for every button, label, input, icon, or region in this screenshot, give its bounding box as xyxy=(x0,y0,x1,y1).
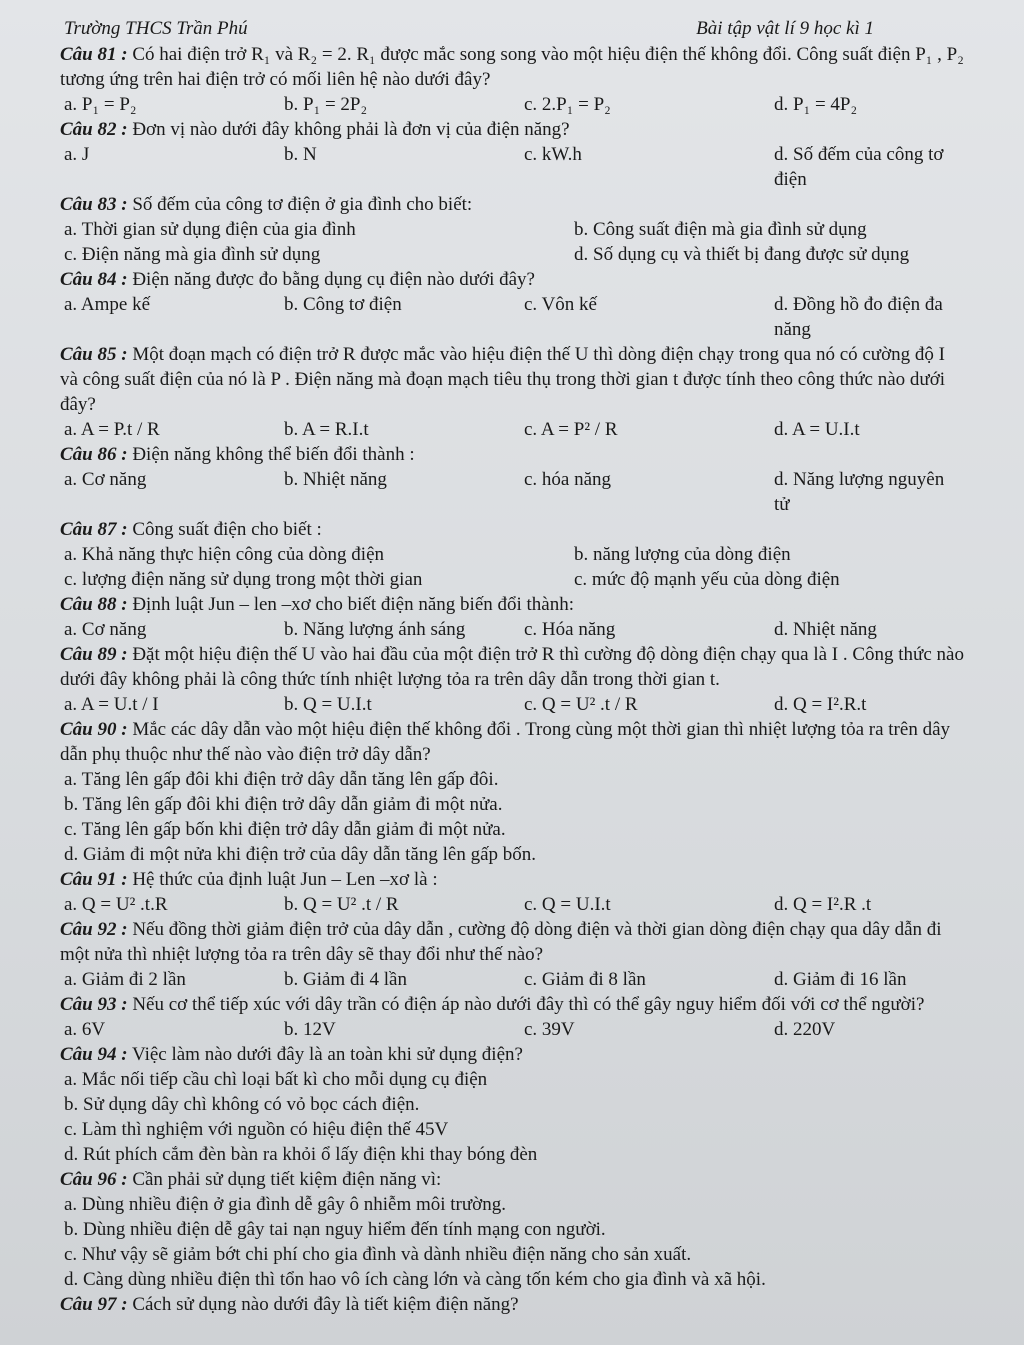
answer-option: a. Dùng nhiều điện ở gia đình dễ gây ô nhiễm môi trường. xyxy=(64,1194,506,1215)
answer-option: a. Mắc nối tiếp cầu chì loại bất kì cho mỗi dụng cụ điện xyxy=(64,1069,488,1090)
answer-option: d. Rút phích cắm đèn bàn ra khỏi ổ lấy điện khi thay bóng đèn xyxy=(64,1144,538,1165)
answer-option: c. Vôn kế xyxy=(524,294,597,315)
answer-option: d. Giảm đi 16 lần xyxy=(774,969,907,990)
answer-option: b. Công suất điện mà gia đình sử dụng xyxy=(574,219,867,240)
answer-option: b. Dùng nhiều điện dễ gây tai nạn nguy hiểm đến tính mạng con người. xyxy=(64,1219,606,1240)
answer-options xyxy=(60,542,964,592)
answer-option: d. P₁ = 4P₂ xyxy=(774,94,858,115)
answer-option: d. A = U.I.t xyxy=(774,419,860,440)
answer-option: a. Cơ năng xyxy=(64,619,147,640)
question-stem xyxy=(60,1042,964,1067)
question-number: Câu 90 : xyxy=(60,719,128,740)
question-number: Câu 91 : xyxy=(60,869,128,890)
question-block xyxy=(60,642,964,717)
question-text: Có hai điện trở R₁ và R₂ = 2. R₁ được mắc song song vào một hiệu điện thế không đổi. Công suất điện P₁ , P₂ tương ứng trên hai điện trở có mối liên hệ nào dưới đây? xyxy=(60,44,964,90)
question-number: Câu 82 : xyxy=(60,119,128,140)
question-block xyxy=(60,717,964,867)
question-text: Mắc các dây dẫn vào một hiệu điện thế không đổi . Trong cùng một thời gian thì nhiệt lượng tỏa ra trên dây dẫn phụ thuộc như thế nào vào điện trở dây dẫn? xyxy=(60,719,951,765)
answer-option: c. mức độ mạnh yếu của dòng điện xyxy=(574,569,840,590)
answer-option: a. P₁ = P₂ xyxy=(64,94,137,115)
answer-option: b. Tăng lên gấp đôi khi điện trở dây dẫn giảm đi một nửa. xyxy=(64,794,503,815)
question-block xyxy=(60,592,964,642)
question-text: Việc làm nào dưới đây là an toàn khi sử dụng điện? xyxy=(132,1044,523,1065)
question-number: Câu 92 : xyxy=(60,919,128,940)
answer-option: a. Giảm đi 2 lần xyxy=(64,969,186,990)
answer-option: c. Làm thì nghiệm với nguồn có hiệu điện thế 45V xyxy=(64,1119,449,1140)
answer-option: a. Khả năng thực hiện công của dòng điện xyxy=(64,544,385,565)
question-block xyxy=(60,192,964,267)
question-text: Định luật Jun – len –xơ cho biết điện năng biến đổi thành: xyxy=(132,594,575,615)
answer-option: b. Năng lượng ánh sáng xyxy=(284,619,466,640)
question-stem xyxy=(60,867,964,892)
question-number: Câu 96 : xyxy=(60,1169,128,1190)
answer-options xyxy=(60,142,964,192)
answer-options xyxy=(60,92,964,117)
answer-option: d. Đồng hồ đo điện đa năng xyxy=(774,294,943,340)
answer-option: b. Nhiệt năng xyxy=(284,469,387,490)
question-number: Câu 93 : xyxy=(60,994,128,1015)
answer-option: b. A = R.I.t xyxy=(284,419,369,440)
question-text: Hệ thức của định luật Jun – Len –xơ là : xyxy=(132,869,438,890)
answer-option: c. Q = U.I.t xyxy=(524,894,611,915)
question-number: Câu 85 : xyxy=(60,344,128,365)
question-stem xyxy=(60,992,964,1017)
answer-options xyxy=(60,692,964,717)
question-stem xyxy=(60,442,964,467)
question-number: Câu 88 : xyxy=(60,594,128,615)
answer-options xyxy=(60,467,964,517)
question-number: Câu 84 : xyxy=(60,269,128,290)
question-stem xyxy=(60,592,964,617)
question-text: Một đoạn mạch có điện trở R được mắc vào hiệu điện thế U thì dòng điện chạy trong qua nó có cường độ I và công suất điện của nó là P . Điện năng mà đoạn mạch tiêu thụ trong thời gian t được tính theo công thức nào dưới đây? xyxy=(60,344,946,415)
question-text: Điện năng được đo bằng dụng cụ điện nào dưới đây? xyxy=(132,269,535,290)
question-number: Câu 87 : xyxy=(60,519,128,540)
answer-option: c. 2.P₁ = P₂ xyxy=(524,94,611,115)
answer-option: b. 12V xyxy=(284,1019,336,1040)
answer-option: a. Cơ năng xyxy=(64,469,147,490)
answer-option: d. Càng dùng nhiều điện thì tổn hao vô ích càng lớn và càng tốn kém cho gia đình và xã hội. xyxy=(64,1269,766,1290)
answer-option: a. J xyxy=(64,144,90,165)
answer-options xyxy=(60,892,964,917)
answer-options xyxy=(60,1067,964,1167)
question-text: Cách sử dụng nào dưới đây là tiết kiệm điện năng? xyxy=(132,1294,519,1315)
question-number: Câu 83 : xyxy=(60,194,128,215)
question-text: Số đếm của công tơ điện ở gia đình cho biết: xyxy=(132,194,473,215)
answer-option: a. Q = U² .t.R xyxy=(64,894,168,915)
answer-option: c. 39V xyxy=(524,1019,575,1040)
answer-option: b. Sử dụng dây chì không có vỏ bọc cách điện. xyxy=(64,1094,420,1115)
answer-option: c. Tăng lên gấp bốn khi điện trở dây dẫn giảm đi một nửa. xyxy=(64,819,506,840)
question-block xyxy=(60,917,964,992)
answer-option: d. Số dụng cụ và thiết bị đang được sử dụng xyxy=(574,244,910,265)
question-stem xyxy=(60,517,964,542)
question-block xyxy=(60,342,964,442)
question-list xyxy=(60,42,964,1317)
answer-option: d. Q = I².R .t xyxy=(774,894,872,915)
question-number: Câu 94 : xyxy=(60,1044,128,1065)
answer-option: a. A = U.t / I xyxy=(64,694,159,715)
question-number: Câu 97 : xyxy=(60,1294,128,1315)
question-number: Câu 86 : xyxy=(60,444,128,465)
question-block xyxy=(60,992,964,1042)
question-block xyxy=(60,1042,964,1167)
answer-option: b. Công tơ điện xyxy=(284,294,402,315)
answer-option: a. Tăng lên gấp đôi khi điện trở dây dẫn tăng lên gấp đôi. xyxy=(64,769,499,790)
answer-option: a. 6V xyxy=(64,1019,106,1040)
answer-option: b. Q = U.I.t xyxy=(284,694,372,715)
answer-option: c. Điện năng mà gia đình sử dụng xyxy=(64,244,321,265)
question-number: Câu 89 : xyxy=(60,644,128,665)
question-block xyxy=(60,867,964,917)
answer-option: d. Giảm đi một nửa khi điện trở của dây dẫn tăng lên gấp bốn. xyxy=(64,844,537,865)
answer-option: d. 220V xyxy=(774,1019,836,1040)
answer-options xyxy=(60,417,964,442)
question-text: Công suất điện cho biết : xyxy=(132,519,322,540)
question-stem xyxy=(60,717,964,767)
answer-option: b. N xyxy=(284,144,317,165)
answer-options xyxy=(60,967,964,992)
answer-options xyxy=(60,217,964,267)
question-block xyxy=(60,442,964,517)
question-stem xyxy=(60,1292,964,1317)
question-stem xyxy=(60,1167,964,1192)
answer-options xyxy=(60,292,964,342)
answer-options xyxy=(60,767,964,867)
question-stem xyxy=(60,117,964,142)
question-stem xyxy=(60,917,964,967)
answer-option: d. Nhiệt năng xyxy=(774,619,877,640)
answer-option: c. kW.h xyxy=(524,144,582,165)
answer-option: b. Q = U² .t / R xyxy=(284,894,399,915)
question-block xyxy=(60,117,964,192)
question-text: Nếu cơ thể tiếp xúc với dây trần có điện áp nào dưới đây thì có thể gây nguy hiểm đối với cơ thể người? xyxy=(132,994,925,1015)
answer-options xyxy=(60,1017,964,1042)
question-number: Câu 81 : xyxy=(60,44,128,65)
answer-option: b. P₁ = 2P₂ xyxy=(284,94,368,115)
answer-option: a. Ampe kế xyxy=(64,294,151,315)
worksheet-subject: Bài tập vật lí 9 học kì 1 xyxy=(696,18,874,39)
answer-option: c. Hóa năng xyxy=(524,619,616,640)
question-text: Điện năng không thể biến đổi thành : xyxy=(132,444,415,465)
question-text: Nếu đồng thời giảm điện trở của dây dẫn , cường độ dòng điện và thời gian dòng điện chạy qua dây dẫn đi một nửa thì nhiệt lượng tỏa ra trên dây sẽ thay đổi như thế nào? xyxy=(60,919,942,965)
answer-option: b. Giảm đi 4 lần xyxy=(284,969,407,990)
answer-option: c. Q = U² .t / R xyxy=(524,694,638,715)
question-stem xyxy=(60,267,964,292)
answer-options xyxy=(60,617,964,642)
answer-option: c. A = P² / R xyxy=(524,419,618,440)
question-text: Đơn vị nào dưới đây không phải là đơn vị của điện năng? xyxy=(132,119,570,140)
answer-option: d. Số đếm của công tơ điện xyxy=(774,144,944,190)
question-stem xyxy=(60,642,964,692)
question-stem xyxy=(60,192,964,217)
answer-option: d. Năng lượng nguyên tử xyxy=(774,469,945,515)
question-text: Đặt một hiệu điện thế U vào hai đầu của một điện trở R thì cường độ dòng điện chạy qua là I . Công thức nào dưới đây không phải là công thức tính nhiệt lượng tỏa ra trên dây dẫn trong thời gian t. xyxy=(60,644,964,690)
question-block xyxy=(60,517,964,592)
answer-option: c. Như vậy sẽ giảm bớt chi phí cho gia đình và dành nhiều điện năng cho sản xuất. xyxy=(64,1244,692,1265)
answer-option: a. Thời gian sử dụng điện của gia đình xyxy=(64,219,356,240)
answer-option: c. lượng điện năng sử dụng trong một thời gian xyxy=(64,569,423,590)
answer-options xyxy=(60,1192,964,1292)
answer-option: b. năng lượng của dòng điện xyxy=(574,544,791,565)
page-header xyxy=(60,18,964,40)
question-block xyxy=(60,267,964,342)
answer-option: c. Giảm đi 8 lần xyxy=(524,969,646,990)
question-stem xyxy=(60,342,964,417)
answer-option: a. A = P.t / R xyxy=(64,419,160,440)
question-block xyxy=(60,1292,964,1317)
question-text: Cần phải sử dụng tiết kiệm điện năng vì: xyxy=(132,1169,442,1190)
question-stem xyxy=(60,42,964,92)
school-name: Trường THCS Trần Phú xyxy=(64,18,248,39)
question-block xyxy=(60,42,964,117)
answer-option: c. hóa năng xyxy=(524,469,612,490)
question-block xyxy=(60,1167,964,1292)
answer-option: d. Q = I².R.t xyxy=(774,694,867,715)
